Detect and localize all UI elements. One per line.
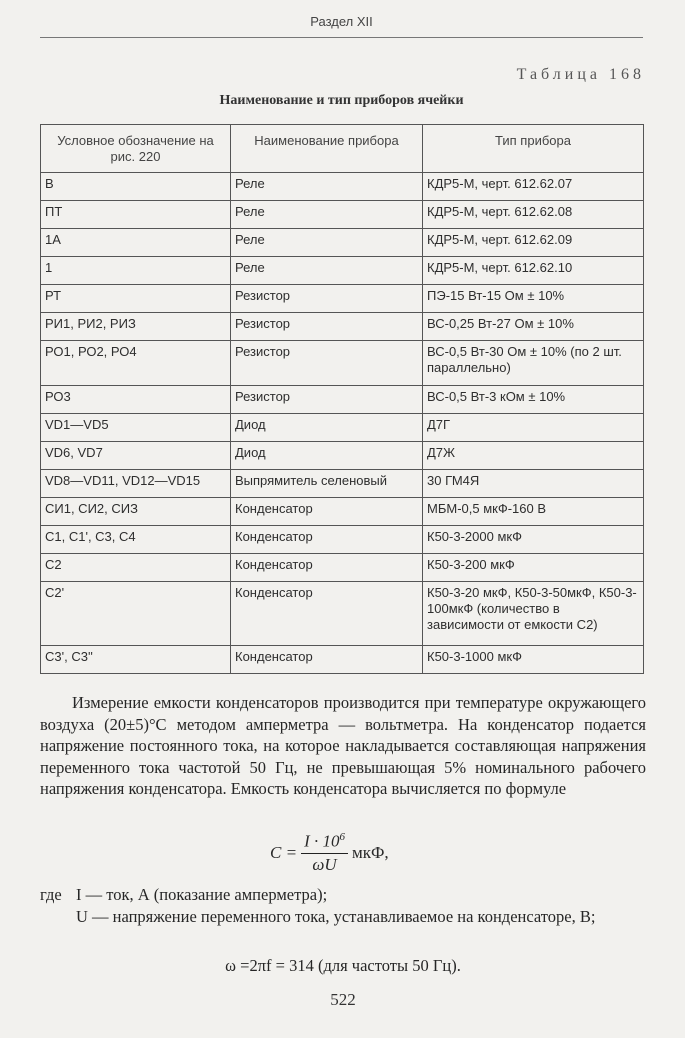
- cell-name: Конденсатор: [231, 526, 423, 554]
- cell-designation: VD8—VD11, VD12—VD15: [41, 470, 231, 498]
- body-paragraph: [40, 692, 646, 800]
- cell-type: К50-3-200 мкФ: [423, 554, 644, 582]
- cell-name: Конденсатор: [231, 646, 423, 674]
- table-row: [41, 313, 644, 341]
- cell-name: Выпрямитель селеновый: [231, 470, 423, 498]
- column-header-designation: Условное обозначение на рис. 220: [41, 125, 231, 173]
- cell-designation: С3', С3'': [41, 646, 231, 674]
- cell-designation: С1, С1', С3, С4: [41, 526, 231, 554]
- cell-designation: ПТ: [41, 201, 231, 229]
- table-row: [41, 554, 644, 582]
- cell-name: Диод: [231, 442, 423, 470]
- legend-current-row: [40, 884, 646, 906]
- cell-type: ВС-0,5 Вт-3 кОм ± 10%: [423, 386, 644, 414]
- cell-type: МБМ-0,5 мкФ-160 В: [423, 498, 644, 526]
- table-row: [41, 173, 644, 201]
- cell-designation: РТ: [41, 285, 231, 313]
- legend-where: где: [40, 885, 62, 904]
- cell-name: Реле: [231, 257, 423, 285]
- omega-definition: ω =2πf = 314 (для частоты 50 Гц).: [225, 956, 461, 975]
- table-row: [41, 386, 644, 414]
- cell-designation: С2: [41, 554, 231, 582]
- cell-type: К50-3-2000 мкФ: [423, 526, 644, 554]
- cell-name: Реле: [231, 229, 423, 257]
- formula-numerator: [301, 831, 348, 854]
- table-row: [41, 285, 644, 313]
- cell-designation: VD6, VD7: [41, 442, 231, 470]
- cell-name: Резистор: [231, 386, 423, 414]
- table-row: [41, 470, 644, 498]
- capacitance-formula: [270, 828, 389, 878]
- table-row: [41, 341, 644, 386]
- cell-name: Конденсатор: [231, 554, 423, 582]
- cell-type: Д7Ж: [423, 442, 644, 470]
- table-row: [41, 646, 644, 674]
- cell-name: Резистор: [231, 313, 423, 341]
- table-row: [41, 257, 644, 285]
- table-number: Таблица 168: [516, 66, 645, 83]
- formula-denominator: ωU: [312, 854, 337, 874]
- cell-designation: РИ1, РИ2, РИЗ: [41, 313, 231, 341]
- cell-name: Резистор: [231, 341, 423, 386]
- cell-name: Реле: [231, 173, 423, 201]
- formula-lhs: C =: [270, 843, 298, 862]
- cell-designation: С2': [41, 582, 231, 646]
- column-header-name: Наименование прибора: [231, 125, 423, 173]
- column-header-type: Тип прибора: [423, 125, 644, 173]
- cell-designation: В: [41, 173, 231, 201]
- cell-type: КДР5-М, черт. 612.62.09: [423, 229, 644, 257]
- running-header: Раздел XII: [40, 14, 643, 38]
- cell-name: Диод: [231, 414, 423, 442]
- cell-type: К50-3-20 мкФ, К50-3-50мкФ, К50-3-100мкФ (количество в зависимости от емкости С2): [423, 582, 644, 646]
- legend-current: I — ток, А (показание амперметра);: [76, 885, 328, 904]
- table-row: [41, 229, 644, 257]
- table-title: Наименование и тип приборов ячейки: [219, 93, 464, 108]
- paragraph-text: Измерение емкости конденсаторов производится при температуре окружающего воздуха (20±5)°С методом амперметра — вольтметра. На конденсатор подается напряжение постоянного тока, на которое накладывается составляющая напряжения переменного тока частотой 50 Гц, не превышающая 5% номинального рабочего напряжения конденсатора. Емкость конденсатора вычисляется по формуле: [40, 693, 646, 798]
- cell-designation: СИ1, СИ2, СИЗ: [41, 498, 231, 526]
- cell-type: КДР5-М, черт. 612.62.07: [423, 173, 644, 201]
- cell-type: ВС-0,25 Вт-27 Ом ± 10%: [423, 313, 644, 341]
- table-row: [41, 201, 644, 229]
- table-row: [41, 582, 644, 646]
- formula-unit: мкФ,: [351, 843, 389, 862]
- cell-type: КДР5-М, черт. 612.62.08: [423, 201, 644, 229]
- formula-fraction: [301, 831, 348, 875]
- cell-type: ПЭ-15 Вт-15 Ом ± 10%: [423, 285, 644, 313]
- formula-numerator-exponent: 6: [339, 831, 345, 844]
- cell-type: Д7Г: [423, 414, 644, 442]
- devices-table: [40, 124, 644, 674]
- cell-designation: 1: [41, 257, 231, 285]
- cell-type: 30 ГМ4Я: [423, 470, 644, 498]
- cell-name: Резистор: [231, 285, 423, 313]
- table-row: [41, 414, 644, 442]
- formula-numerator-base: I · 10: [304, 831, 340, 851]
- cell-name: Конденсатор: [231, 582, 423, 646]
- cell-designation: 1А: [41, 229, 231, 257]
- cell-type: КДР5-М, черт. 612.62.10: [423, 257, 644, 285]
- formula-legend: [40, 884, 646, 927]
- cell-name: Реле: [231, 201, 423, 229]
- table-row: [41, 526, 644, 554]
- legend-voltage: U — напряжение переменного тока, устанавливаемое на конденсаторе, В;: [76, 906, 596, 926]
- cell-name: Конденсатор: [231, 498, 423, 526]
- cell-designation: РО1, РО2, РО4: [41, 341, 231, 386]
- cell-designation: VD1—VD5: [41, 414, 231, 442]
- page-number: 522: [330, 990, 356, 1009]
- cell-type: ВС-0,5 Вт-30 Ом ± 10% (по 2 шт. параллельно): [423, 341, 644, 386]
- table-row: [41, 498, 644, 526]
- cell-designation: РО3: [41, 386, 231, 414]
- table-header-row: [41, 125, 644, 173]
- cell-type: К50-3-1000 мкФ: [423, 646, 644, 674]
- table-row: [41, 442, 644, 470]
